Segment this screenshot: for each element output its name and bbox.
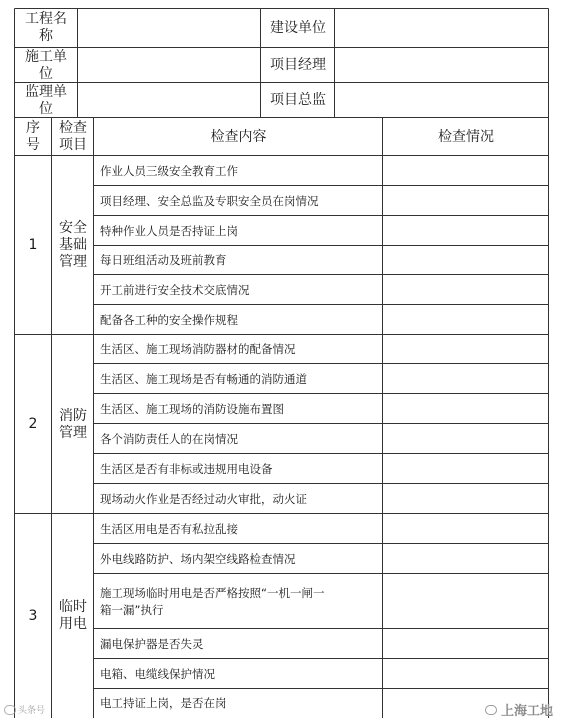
- column-header-content: 检查内容: [210, 128, 267, 145]
- supervisor-label: 监理单 位: [25, 83, 67, 117]
- check-item: 外电线路防护、场内架空线路检查情况: [100, 551, 296, 566]
- wechat-icon: [485, 705, 497, 715]
- check-item: 作业人员三级安全教育工作: [100, 163, 238, 178]
- section-seq: 2: [28, 416, 38, 432]
- check-item: 施工现场临时用电是否严格按照“一机一闸一 箱一漏”执行: [100, 585, 325, 617]
- construction-unit-label: 建设单位: [270, 19, 326, 36]
- watermark-left: [4, 703, 45, 716]
- watermark-right: [485, 700, 553, 719]
- project-name-label: 工程名 称: [25, 11, 67, 44]
- builder-field[interactable]: [78, 48, 260, 83]
- check-item: 生活区、施工现场是否有畅通的消防通道: [100, 371, 307, 386]
- supervisor-field[interactable]: [78, 83, 260, 118]
- watermark-right-text: 上海工地: [500, 704, 553, 719]
- project-manager-field[interactable]: [335, 48, 549, 83]
- watermark-icon: [4, 705, 16, 715]
- check-item: 生活区、施工现场的消防设施布置图: [100, 401, 284, 416]
- project-name-field[interactable]: [78, 8, 260, 48]
- check-item: 电箱、电缆线保护情况: [100, 666, 215, 681]
- check-item: 漏电保护器是否失灵: [100, 636, 204, 651]
- section-category: 临时 用电: [59, 599, 87, 632]
- status-cell[interactable]: [383, 156, 549, 718]
- check-item: 生活区用电是否有私拉乱接: [100, 521, 238, 536]
- check-item: 各个消防责任人的在岗情况: [100, 431, 238, 446]
- check-item: 每日班组活动及班前教育: [100, 253, 227, 267]
- column-header-category: 检查 项目: [59, 120, 87, 153]
- section-category: 消防 管理: [59, 407, 87, 441]
- column-header-seq: 序 号: [26, 120, 40, 153]
- section-seq: 1: [28, 237, 38, 253]
- check-item: 生活区是否有非标或违规用电设备: [100, 461, 273, 476]
- project-manager-label: 项目经理: [270, 57, 326, 73]
- check-item: 配备各工种的安全操作规程: [100, 312, 238, 327]
- chief-supervisor-label: 项目总监: [270, 92, 326, 108]
- check-item: 项目经理、安全总监及专职安全员在岗情况: [100, 193, 319, 208]
- watermark-left-text: 头条号: [18, 706, 46, 716]
- check-item: 开工前进行安全技术交底情况: [100, 282, 250, 297]
- check-item: 特种作业人员是否持证上岗: [100, 223, 238, 238]
- section-seq: 3: [28, 607, 38, 624]
- check-item: 现场动火作业是否经过动火审批，动火证: [100, 491, 307, 506]
- column-header-status: 检查情况: [438, 128, 494, 145]
- check-item: 电工持证上岗，是否在岗: [100, 696, 227, 710]
- builder-label: 施工单 位: [25, 48, 67, 82]
- section-category: 安全 基础 管理: [59, 220, 87, 270]
- construction-unit-field[interactable]: [335, 8, 549, 48]
- chief-supervisor-field[interactable]: [335, 83, 549, 118]
- check-item: 生活区、施工现场消防器材的配备情况: [100, 342, 296, 356]
- inspection-form: [14, 8, 549, 718]
